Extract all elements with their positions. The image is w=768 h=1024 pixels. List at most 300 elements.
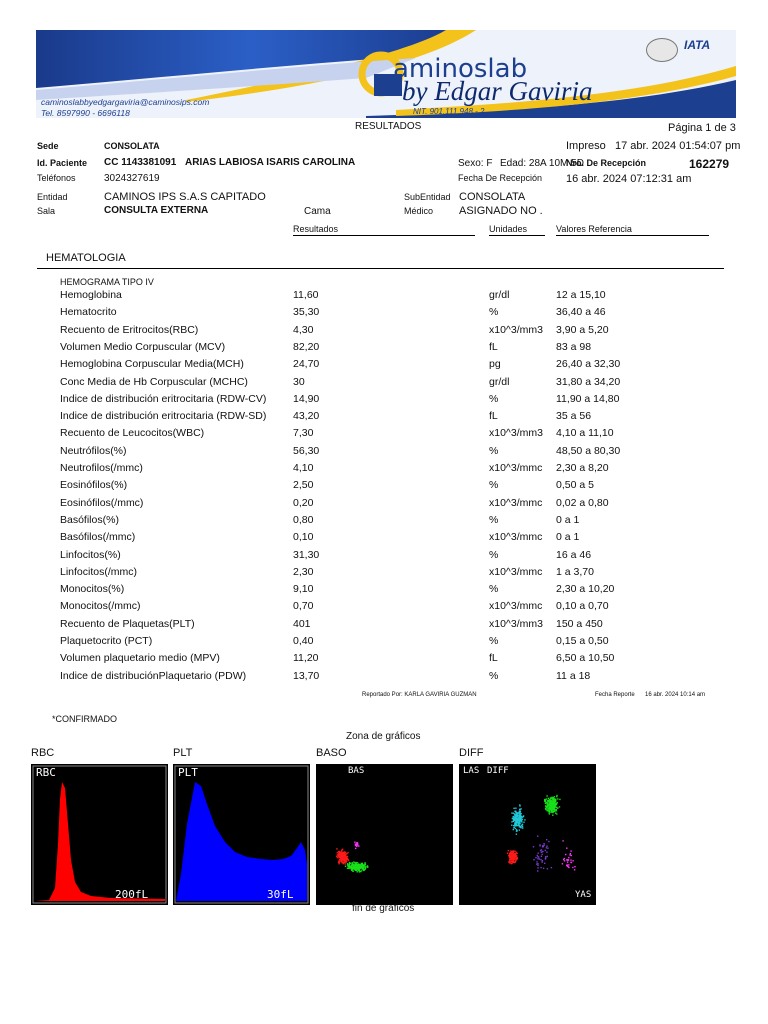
- diff-dot-magenta: [574, 866, 575, 867]
- graph-title-plt: PLT: [173, 747, 193, 759]
- baso-dot-red: [340, 861, 341, 862]
- table-row: [0, 376, 768, 393]
- diff-dot-green: [549, 806, 550, 807]
- diff-dot-red: [511, 859, 512, 860]
- table-row: [0, 341, 768, 358]
- diff-dot-red: [509, 856, 510, 857]
- diff-dot-cyan: [515, 811, 516, 812]
- diff-dot-cyan: [516, 831, 517, 832]
- diff-dot-cyan: [514, 814, 515, 815]
- diff-dot-cyan: [511, 825, 512, 826]
- diff-dot-cyan: [518, 822, 519, 823]
- reception-date: 16 abr. 2024 07:12:31 am: [566, 173, 692, 185]
- diff-dot-purple: [541, 856, 542, 857]
- diff-dot-magenta: [562, 863, 563, 864]
- baso-dot-red: [343, 858, 344, 859]
- diff-dot-green: [549, 812, 550, 813]
- diff-dot-cyan: [519, 811, 520, 812]
- diff-dot-green: [545, 808, 546, 809]
- baso-scatter: [316, 764, 453, 905]
- diff-dot-green: [546, 806, 547, 807]
- test-value: 9,10: [293, 583, 314, 596]
- baso-dot-red: [338, 863, 339, 864]
- diff-dot-magenta: [570, 853, 571, 854]
- diff-dot-red: [512, 851, 513, 852]
- diff-dot-cyan: [514, 819, 515, 820]
- diff-dot-red: [513, 852, 514, 853]
- diff-dot-red: [516, 852, 517, 853]
- baso-dot-green: [349, 866, 350, 867]
- diff-dot-magenta: [568, 857, 569, 858]
- test-value: 82,20: [293, 340, 320, 353]
- reception-number: 162279: [689, 157, 730, 171]
- baso-dot-green: [347, 868, 348, 869]
- plt-histogram: [173, 764, 310, 905]
- diff-dot-purple: [539, 858, 540, 859]
- diff-dot-green: [557, 802, 558, 803]
- reception-number-label: Nro. De Recepción: [566, 158, 647, 168]
- baso-dot-green: [363, 865, 364, 866]
- baso-dot-red: [348, 860, 349, 861]
- diff-dot-green: [552, 812, 553, 813]
- diff-dot-cyan: [516, 829, 517, 830]
- graph-title-diff: DIFF: [459, 747, 484, 759]
- baso-dot-red: [343, 863, 344, 864]
- test-value: 24,70: [293, 358, 320, 371]
- diff-dot-red: [516, 856, 517, 857]
- test-name: Plaquetocrito (PCT): [60, 635, 153, 647]
- diff-dot-cyan: [517, 816, 518, 817]
- diff-dot-purple: [542, 851, 543, 852]
- table-row: [0, 670, 768, 687]
- test-value: 7,30: [293, 427, 314, 440]
- graph-title-baso: BASO: [316, 747, 347, 759]
- baso-dot-green: [363, 869, 364, 870]
- diff-dot-cyan: [516, 815, 517, 816]
- test-reference: 11,90 a 14,80: [556, 392, 620, 405]
- table-row: [0, 479, 768, 496]
- patient-name: ARIAS LABIOSA ISARIS CAROLINA: [185, 157, 356, 168]
- table-row: [0, 514, 768, 531]
- diff-dot-cyan: [519, 804, 520, 805]
- test-value: 35,30: [293, 306, 320, 319]
- diff-dot-green: [549, 813, 550, 814]
- test-reference: 3,90 a 5,20: [556, 323, 609, 336]
- test-unit: %: [489, 635, 499, 647]
- doctor-label: Médico: [404, 206, 434, 216]
- test-unit: %: [489, 548, 499, 561]
- diff-dot-green: [559, 799, 560, 800]
- diff-dot-red: [513, 861, 514, 862]
- reported-by: Reportado Por: KARLA GAVIRIA GUZMAN: [362, 692, 477, 698]
- test-reference: 36,40 a 46: [556, 306, 606, 319]
- baso-dot-green: [355, 863, 356, 864]
- test-unit: x10^3/mmc: [489, 565, 543, 578]
- reception-date-label: Fecha De Recepción: [458, 173, 543, 183]
- room-label: Sala: [37, 206, 56, 216]
- table-row: [0, 306, 768, 323]
- baso-dot-green: [347, 864, 348, 865]
- diff-dot-magenta: [571, 855, 572, 856]
- diff-dot-purple: [543, 845, 544, 846]
- header-phone: Tel. 8597990 - 6696118: [41, 108, 130, 118]
- test-name: Hemoglobina: [60, 289, 122, 301]
- diff-dot-purple: [546, 847, 547, 848]
- table-row: [0, 600, 768, 617]
- diff-dot-green: [555, 804, 556, 805]
- baso-dot-green: [355, 868, 356, 869]
- test-unit: %: [489, 583, 499, 596]
- test-value: 11,20: [293, 652, 319, 665]
- confirmed-note: *CONFIRMADO: [52, 714, 117, 724]
- diff-dot-red: [510, 856, 511, 857]
- diff-dot-red: [516, 858, 517, 859]
- diff-dot-cyan: [523, 816, 524, 817]
- diff-dot-purple: [535, 857, 536, 858]
- diff-dot-cyan: [513, 819, 514, 820]
- test-name: Basófilos(/mmc): [60, 531, 136, 544]
- test-value: 30: [293, 375, 305, 388]
- diff-dot-green: [548, 798, 549, 799]
- baso-dot-green: [362, 867, 363, 868]
- baso-dot-red: [345, 853, 346, 854]
- diff-dot-green: [548, 804, 549, 805]
- diff-dot-cyan: [517, 825, 518, 826]
- patient-age: Edad: 28A 10M 5D: [500, 158, 584, 169]
- diff-dot-green: [549, 811, 550, 812]
- baso-dot-red: [344, 861, 345, 862]
- diff-dot-green: [551, 809, 552, 810]
- diff-dot-cyan: [511, 821, 512, 822]
- test-name: Monocitos(/mmc): [60, 600, 141, 613]
- diff-dot-purple: [536, 861, 537, 862]
- baso-dot-green: [361, 863, 362, 864]
- baso-dot-red: [338, 855, 339, 856]
- baso-dot-green: [349, 864, 350, 865]
- diff-dot-cyan: [514, 813, 515, 814]
- baso-dot-red: [339, 859, 340, 860]
- test-unit: x10^3/mmc: [489, 462, 543, 474]
- diff-dot-purple: [551, 867, 552, 868]
- baso-dot-magenta: [354, 842, 355, 843]
- divider: [293, 235, 475, 236]
- impreso-label: Impreso: [566, 140, 606, 152]
- baso-dot-green: [347, 863, 348, 864]
- baso-dot-red: [342, 849, 343, 850]
- diff-dot-green: [559, 806, 560, 807]
- test-unit: x10^3/mmc: [489, 531, 543, 544]
- brand-name: aminoslab: [393, 54, 528, 84]
- diff-dot-cyan: [519, 823, 520, 824]
- diff-dot-cyan: [513, 827, 514, 828]
- diff-dot-purple: [541, 852, 542, 853]
- diff-dot-cyan: [516, 813, 517, 814]
- diff-dot-purple: [537, 858, 538, 859]
- test-reference: 0,15 a 0,50: [556, 635, 609, 647]
- diff-dot-cyan: [519, 829, 520, 830]
- test-name: Volumen Medio Corpuscular (MCV): [60, 340, 226, 353]
- test-value: 56,30: [293, 444, 320, 457]
- diff-dot-purple: [537, 836, 538, 837]
- certification-seal-icon: [646, 38, 678, 62]
- test-unit: %: [489, 392, 499, 405]
- plt-histogram-plot: [173, 764, 310, 905]
- test-unit: x10^3/mm3: [489, 323, 543, 336]
- diff-dot-red: [512, 857, 513, 858]
- diff-dot-purple: [547, 868, 548, 869]
- test-name: Indice de distribución eritrocitaria (RDW-CV): [60, 392, 267, 405]
- diff-dot-magenta: [567, 864, 568, 865]
- diff-dot-green: [550, 803, 551, 804]
- baso-dot-green: [359, 868, 360, 869]
- diff-dot-cyan: [518, 820, 519, 821]
- test-name: Eosinófilos(%): [60, 479, 128, 492]
- page-indicator: Página 1 de 3: [668, 122, 736, 134]
- rbc-graph-label: RBC: [36, 766, 56, 779]
- diff-dot-cyan: [517, 817, 518, 818]
- diff-dot-purple: [536, 863, 537, 864]
- test-unit: %: [489, 444, 499, 457]
- baso-dot-red: [339, 851, 340, 852]
- diff-dot-cyan: [518, 824, 519, 825]
- header-email: caminoslabbyedgargaviria@caminosips.com: [41, 97, 210, 107]
- test-value: 43,20: [293, 410, 320, 423]
- test-reference: 150 a 450: [556, 617, 603, 630]
- diff-dot-green: [552, 815, 553, 816]
- diff-dot-cyan: [515, 822, 516, 823]
- test-reference: 1 a 3,70: [556, 565, 594, 578]
- diff-dot-cyan: [516, 834, 517, 835]
- diff-dot-purple: [537, 867, 538, 868]
- divider: [556, 235, 709, 236]
- doctor-value: ASIGNADO NO .: [459, 205, 543, 217]
- diff-dot-purple: [547, 848, 548, 849]
- test-unit: fL: [489, 652, 498, 665]
- diff-dot-purple: [533, 846, 534, 847]
- table-row: [0, 410, 768, 427]
- diff-dot-magenta: [570, 859, 571, 860]
- test-unit: fL: [489, 340, 498, 353]
- diff-dot-green: [549, 799, 550, 800]
- diff-dot-green: [545, 800, 546, 801]
- baso-dot-red: [344, 851, 345, 852]
- diff-dot-cyan: [518, 812, 519, 813]
- baso-dot-magenta: [355, 844, 356, 845]
- test-value: 4,10: [293, 462, 314, 474]
- baso-dot-green: [347, 866, 348, 867]
- test-name: Monocitos(%): [60, 583, 125, 596]
- subsection-title: HEMOGRAMA TIPO IV: [60, 277, 154, 287]
- diff-dot-purple: [548, 841, 549, 842]
- diff-dot-green: [554, 796, 555, 797]
- diff-dot-cyan: [520, 826, 521, 827]
- diff-dot-red: [507, 853, 508, 854]
- entity-label: Entidad: [37, 192, 68, 202]
- diff-dot-magenta: [572, 867, 573, 868]
- diff-dot-purple: [537, 863, 538, 864]
- table-row: [0, 289, 768, 306]
- test-unit: %: [489, 479, 499, 492]
- diff-dot-green: [556, 796, 557, 797]
- brand-by: by Edgar Gaviria: [402, 76, 593, 106]
- diff-dot-red: [514, 858, 515, 859]
- section-divider: [37, 268, 724, 269]
- baso-dot-green: [353, 867, 354, 868]
- baso-dot-magenta: [355, 848, 356, 849]
- test-reference: 16 a 46: [556, 548, 592, 561]
- diff-dot-purple: [545, 850, 546, 851]
- iata-logo: IATA: [684, 38, 711, 52]
- baso-dot-green: [351, 866, 352, 867]
- test-value: 13,70: [293, 669, 320, 682]
- test-reference: 2,30 a 8,20: [556, 462, 609, 474]
- rbc-histogram-plot: [31, 764, 168, 905]
- baso-dot-magenta: [356, 845, 357, 846]
- test-unit: fL: [489, 410, 498, 423]
- diff-dot-magenta: [568, 864, 569, 865]
- baso-dot-red: [343, 855, 344, 856]
- test-name: Hemoglobina Corpuscular Media(MCH): [60, 358, 244, 371]
- diff-dot-purple: [545, 858, 546, 859]
- subentity-label: SubEntidad: [404, 192, 451, 202]
- baso-dot-green: [354, 868, 355, 869]
- plt-graph-label: PLT: [178, 766, 198, 779]
- baso-dot-green: [351, 865, 352, 866]
- table-row: [0, 531, 768, 548]
- diff-dot-green: [555, 801, 556, 802]
- diff-dot-magenta: [570, 850, 571, 851]
- test-unit: gr/dl: [489, 289, 510, 301]
- diff-dot-cyan: [511, 812, 512, 813]
- test-unit: pg: [489, 358, 501, 371]
- test-value: 14,90: [293, 392, 320, 405]
- diff-dot-green: [556, 810, 557, 811]
- report-date: 16 abr. 2024 10:14 am: [645, 692, 706, 698]
- baso-dot-red: [340, 857, 341, 858]
- diff-dot-purple: [542, 854, 543, 855]
- table-row: [0, 497, 768, 514]
- diff-dot-purple: [542, 846, 543, 847]
- diff-dot-green: [556, 813, 557, 814]
- diff-dot-cyan: [522, 827, 523, 828]
- diff-dot-purple: [537, 855, 538, 856]
- test-name: Linfocitos(%): [60, 548, 121, 561]
- table-row: [0, 618, 768, 635]
- test-reference: 2,30 a 10,20: [556, 583, 615, 596]
- baso-dot-red: [347, 852, 348, 853]
- baso-dot-red: [336, 848, 337, 849]
- phone-label: Teléfonos: [37, 173, 76, 183]
- test-name: Neutrófilos(%): [60, 444, 127, 457]
- test-name: Volumen plaquetario medio (MPV): [60, 652, 220, 665]
- test-reference: 0 a 1: [556, 531, 580, 544]
- diff-dot-green: [545, 803, 546, 804]
- diff-dot-purple: [537, 870, 538, 871]
- test-reference: 0,02 a 0,80: [556, 496, 609, 509]
- table-row: [0, 566, 768, 583]
- diff-dot-red: [508, 850, 509, 851]
- diff-dot-cyan: [513, 821, 514, 822]
- patient-sex: Sexo: F: [458, 158, 493, 169]
- diff-dot-green: [547, 805, 548, 806]
- diff-dot-cyan: [522, 819, 523, 820]
- baso-dot-green: [350, 868, 351, 869]
- test-value: 4,30: [293, 323, 314, 336]
- baso-dot-red: [338, 862, 339, 863]
- sede-value: CONSOLATA: [104, 141, 160, 151]
- test-value: 2,50: [293, 479, 314, 492]
- rbc-histogram: [31, 764, 168, 905]
- table-row: [0, 358, 768, 375]
- diff-scatter-plot: [459, 764, 596, 905]
- diff-dot-purple: [547, 856, 548, 857]
- diff-dot-purple: [540, 859, 541, 860]
- diff-dot-purple: [537, 856, 538, 857]
- diff-dot-magenta: [574, 869, 575, 870]
- diff-dot-magenta: [569, 854, 570, 855]
- test-value: 0,70: [293, 600, 314, 613]
- test-reference: 0,50 a 5: [556, 479, 594, 492]
- table-row: [0, 462, 768, 479]
- baso-dot-red: [338, 851, 339, 852]
- diff-dot-cyan: [516, 814, 517, 815]
- test-reference: 11 a 18: [556, 669, 591, 682]
- baso-dot-green: [356, 868, 357, 869]
- diff-dot-red: [514, 856, 515, 857]
- baso-dot-red: [338, 853, 339, 854]
- table-row: [0, 635, 768, 652]
- diff-dot-green: [552, 797, 553, 798]
- diff-dot-cyan: [523, 822, 524, 823]
- diff-dot-purple: [543, 843, 544, 844]
- entity-value: CAMINOS IPS S.A.S CAPITADO: [104, 191, 266, 203]
- baso-dot-green: [357, 865, 358, 866]
- diff-dot-green: [546, 802, 547, 803]
- diff-dot-magenta: [568, 867, 569, 868]
- baso-dot-green: [365, 867, 366, 868]
- diff-dot-purple: [546, 839, 547, 840]
- baso-dot-green: [349, 862, 350, 863]
- subentity-value: CONSOLATA: [459, 191, 526, 203]
- diff-dot-cyan: [515, 816, 516, 817]
- diff-dot-green: [546, 798, 547, 799]
- diff-dot-cyan: [513, 813, 514, 814]
- test-name: Linfocitos(/mmc): [60, 565, 138, 578]
- table-row: [0, 427, 768, 444]
- diff-dot-green: [551, 797, 552, 798]
- diff-dot-purple: [533, 859, 534, 860]
- baso-dot-green: [354, 865, 355, 866]
- diff-dot-green: [548, 800, 549, 801]
- test-reference: 35 a 56: [556, 410, 592, 423]
- diff-dot-magenta: [565, 854, 566, 855]
- diff-dot-green: [551, 808, 552, 809]
- column-header-reference: Valores Referencia: [556, 224, 632, 234]
- baso-graph-label: BAS: [348, 766, 365, 776]
- baso-dot-green: [358, 870, 359, 871]
- diff-dot-magenta: [567, 860, 568, 861]
- diff-dot-green: [556, 807, 557, 808]
- report-title: RESULTADOS: [355, 121, 422, 132]
- test-unit: x10^3/mmc: [489, 600, 543, 613]
- test-value: 0,10: [293, 531, 314, 544]
- test-value: 401: [293, 617, 311, 630]
- test-value: 0,40: [293, 635, 314, 647]
- diff-dot-green: [557, 798, 558, 799]
- test-reference: 6,50 a 10,50: [556, 652, 615, 665]
- baso-dot-red: [343, 853, 344, 854]
- test-name: Indice de distribuciónPlaquetario (PDW): [60, 669, 247, 682]
